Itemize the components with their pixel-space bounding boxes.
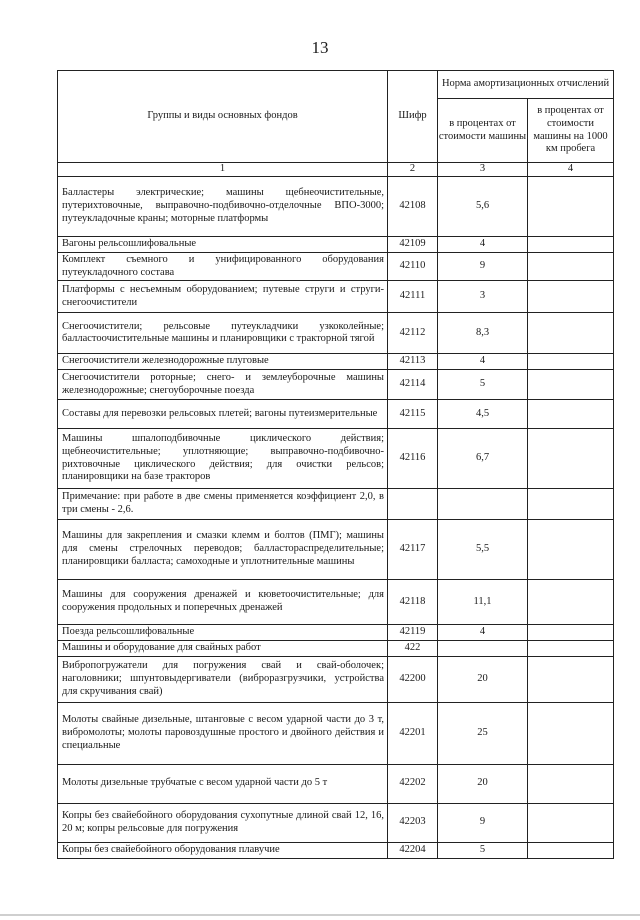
row-percent-km	[528, 237, 614, 253]
row-code: 42115	[388, 400, 438, 429]
row-percent-km	[528, 656, 614, 702]
row-code: 42204	[388, 842, 438, 858]
row-name: Балластеры электрические; машины щебнеочистительные, путерихтовочные, выправочно-подбивочно-отделочные ВПО-3000; путеукладочные краны; моторные платформы	[58, 177, 388, 237]
row-percent: 9	[438, 803, 528, 842]
table-row	[58, 520, 614, 580]
row-name: Копры без свайебойного оборудования сухопутные длиной свай 12, 16, 20 м; копры рельсовые для погружения	[58, 803, 388, 842]
row-code: 42111	[388, 281, 438, 313]
column-number: 3	[438, 163, 528, 177]
row-percent-km	[528, 281, 614, 313]
row-name: Снегоочистители железнодорожные плуговые	[58, 354, 388, 370]
row-name: Поезда рельсошлифовальные	[58, 625, 388, 641]
row-percent: 4	[438, 354, 528, 370]
row-percent: 8,3	[438, 313, 528, 354]
row-note: Примечание: при работе в две смены применяется коэффициент 2,0, в три смены - 2,6.	[58, 489, 388, 520]
table-row	[58, 313, 614, 354]
header-percent-km: в процентах от стоимости машины на 1000 км пробега	[528, 99, 614, 163]
header-norm-column: Норма амортизационных отчислений	[438, 71, 614, 99]
row-name: Вибропогружатели для погружения свай и свай-оболочек; наголовники; шпунтовыдергиватели (виброразгрузчики, устройства для скручивания свай)	[58, 656, 388, 702]
table-row	[58, 370, 614, 400]
row-code: 42201	[388, 702, 438, 764]
row-percent-km	[528, 764, 614, 803]
table-row	[58, 400, 614, 429]
row-percent: 5,6	[438, 177, 528, 237]
column-number: 4	[528, 163, 614, 177]
row-code: 42202	[388, 764, 438, 803]
row-percent-km	[528, 702, 614, 764]
table-row	[58, 429, 614, 489]
row-percent	[438, 489, 528, 520]
table-row	[58, 252, 614, 281]
table-row	[58, 842, 614, 858]
row-percent-km	[528, 520, 614, 580]
row-group-name: Машины и оборудование для свайных работ	[58, 640, 388, 656]
row-percent: 25	[438, 702, 528, 764]
row-percent: 20	[438, 764, 528, 803]
row-name: Молоты дизельные трубчатые с весом ударной части до 5 т	[58, 764, 388, 803]
row-code: 42109	[388, 237, 438, 253]
table-row	[58, 237, 614, 253]
row-code: 42114	[388, 370, 438, 400]
row-percent: 6,7	[438, 429, 528, 489]
table-row	[58, 354, 614, 370]
row-percent: 3	[438, 281, 528, 313]
row-name: Машины для сооружения дренажей и кюветоочистительные; для сооружения продольных и поперечных дренажей	[58, 580, 388, 625]
row-percent: 4	[438, 237, 528, 253]
row-percent: 5,5	[438, 520, 528, 580]
row-percent-km	[528, 313, 614, 354]
row-name: Копры без свайебойного оборудования плавучие	[58, 842, 388, 858]
row-code: 42119	[388, 625, 438, 641]
depreciation-table	[57, 70, 614, 859]
row-percent-km	[528, 177, 614, 237]
row-code: 42200	[388, 656, 438, 702]
row-percent: 5	[438, 842, 528, 858]
table-row	[58, 640, 614, 656]
row-percent: 5	[438, 370, 528, 400]
table-row	[58, 177, 614, 237]
header-code-column: Шифр	[388, 71, 438, 163]
row-name: Снегоочистители роторные; снего- и землеуборочные машины железнодорожные; снегоуборочные поезда	[58, 370, 388, 400]
row-percent-km	[528, 842, 614, 858]
row-percent-km	[528, 489, 614, 520]
row-percent-km	[528, 429, 614, 489]
row-name: Молоты свайные дизельные, штанговые с весом ударной части до 3 т, вибромолоты; молоты паровоздушные простого и двойного действия и специальные	[58, 702, 388, 764]
column-number: 1	[58, 163, 388, 177]
header-group-column: Группы и виды основных фондов	[58, 71, 388, 163]
row-name: Машины для закрепления и смазки клемм и болтов (ПМГ); машины для смены стрелочных переводов; балластораспределительные; планировщики балласта; самоходные и уплотнительные машины	[58, 520, 388, 580]
row-code: 42116	[388, 429, 438, 489]
row-percent-km	[528, 400, 614, 429]
row-percent-km	[528, 625, 614, 641]
row-percent: 4	[438, 625, 528, 641]
row-percent-km	[528, 640, 614, 656]
header-percent-cost: в процентах от стоимости машины	[438, 99, 528, 163]
table-row	[58, 580, 614, 625]
table-row	[58, 764, 614, 803]
row-code	[388, 489, 438, 520]
row-percent-km	[528, 580, 614, 625]
table-row	[58, 281, 614, 313]
table-row	[58, 803, 614, 842]
table-row	[58, 489, 614, 520]
row-percent	[438, 640, 528, 656]
row-code: 42117	[388, 520, 438, 580]
row-name: Машины шпалоподбивочные циклического действия; щебнеочистительные; уплотняющие; выправочно-подбивочно-рихтовочные циклического действия; для очистки рельсов; планировщики на базе тракторов	[58, 429, 388, 489]
row-code: 42113	[388, 354, 438, 370]
row-name: Снегоочистители; рельсовые путеукладчики узкоколейные; балластоочистительные машины и планировщики с тракторной тягой	[58, 313, 388, 354]
row-code: 42203	[388, 803, 438, 842]
page-number: 13	[311, 38, 329, 57]
row-name: Платформы с несъемным оборудованием; путевые струги и струги-снегоочистители	[58, 281, 388, 313]
row-percent: 11,1	[438, 580, 528, 625]
row-percent: 9	[438, 252, 528, 281]
row-percent: 4,5	[438, 400, 528, 429]
table-row	[58, 702, 614, 764]
row-percent-km	[528, 252, 614, 281]
row-percent-km	[528, 803, 614, 842]
row-code: 42110	[388, 252, 438, 281]
row-percent-km	[528, 354, 614, 370]
row-code: 42112	[388, 313, 438, 354]
row-percent-km	[528, 370, 614, 400]
row-name: Комплект съемного и унифицированного оборудования путеукладочного состава	[58, 252, 388, 281]
row-code: 42118	[388, 580, 438, 625]
row-percent: 20	[438, 656, 528, 702]
scan-edge	[0, 914, 640, 916]
row-code: 42108	[388, 177, 438, 237]
row-code: 422	[388, 640, 438, 656]
column-number: 2	[388, 163, 438, 177]
row-name: Вагоны рельсошлифовальные	[58, 237, 388, 253]
table-row	[58, 625, 614, 641]
row-name: Составы для перевозки рельсовых плетей; вагоны путеизмерительные	[58, 400, 388, 429]
table-row	[58, 656, 614, 702]
